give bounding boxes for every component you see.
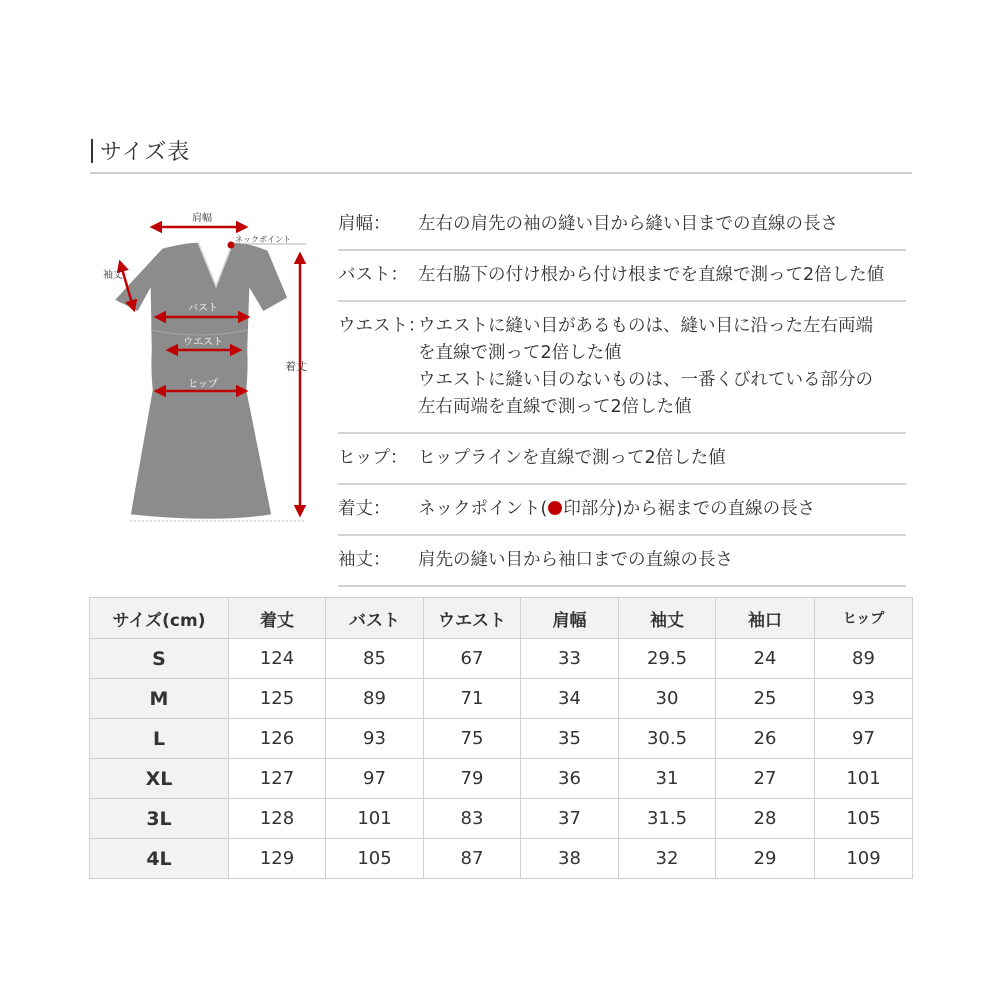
definition-text-pre: ネックポイント( xyxy=(418,499,548,519)
size-label-cell: 4L xyxy=(90,839,229,879)
bust-label: バスト xyxy=(188,303,218,314)
table-row xyxy=(90,719,913,759)
table-cell: 89 xyxy=(815,639,913,679)
column-header: 着丈 xyxy=(229,598,326,639)
column-header: 袖丈 xyxy=(619,598,716,639)
definition-line: ヒップラインを直線で測って2倍した値 xyxy=(418,448,726,468)
table-cell: 29 xyxy=(716,839,815,879)
table-cell: 129 xyxy=(229,839,326,879)
definition-row-waist xyxy=(338,302,906,434)
definition-term: 着丈： xyxy=(338,499,391,519)
page-title xyxy=(90,135,190,166)
definition-term: 肩幅： xyxy=(338,214,391,234)
table-cell: 128 xyxy=(229,799,326,839)
table-cell: 35 xyxy=(521,719,619,759)
table-cell: 101 xyxy=(815,759,913,799)
column-header: サイズ(cm) xyxy=(90,598,229,639)
table-cell: 30 xyxy=(619,679,716,719)
measurement-definitions xyxy=(338,200,906,587)
table-cell: 87 xyxy=(424,839,521,879)
table-cell: 24 xyxy=(716,639,815,679)
size-table xyxy=(89,597,913,879)
neck-point-dot-icon xyxy=(548,501,562,515)
definition-line xyxy=(418,496,906,523)
table-cell: 33 xyxy=(521,639,619,679)
definition-line: を直線で測って2倍した値 xyxy=(418,343,622,363)
size-label-cell: 3L xyxy=(90,799,229,839)
table-cell: 32 xyxy=(619,839,716,879)
table-cell: 26 xyxy=(716,719,815,759)
definition-description xyxy=(418,496,906,523)
definition-line: 左右両端を直線で測って2倍した値 xyxy=(418,397,692,417)
definition-line: 左右脇下の付け根から付け根までを直線で測って2倍した値 xyxy=(418,265,885,285)
definition-term: 袖丈： xyxy=(338,550,391,570)
table-cell: 25 xyxy=(716,679,815,719)
definition-row-length xyxy=(338,485,906,536)
waist-label: ウエスト xyxy=(183,337,223,348)
length-label: 着丈 xyxy=(285,360,307,373)
definition-row-sleeve xyxy=(338,536,906,587)
column-header: ヒップ xyxy=(815,598,913,639)
dress-diagram xyxy=(90,190,330,535)
table-header-row xyxy=(90,598,913,639)
hip-label: ヒップ xyxy=(188,379,218,390)
table-cell: 83 xyxy=(424,799,521,839)
page-title-text: サイズ表 xyxy=(100,140,191,165)
table-cell: 28 xyxy=(716,799,815,839)
neck-point-label: ネックポイント xyxy=(235,235,291,244)
title-divider xyxy=(90,172,912,174)
table-cell: 97 xyxy=(815,719,913,759)
table-cell: 124 xyxy=(229,639,326,679)
table-cell: 105 xyxy=(815,799,913,839)
table-row xyxy=(90,799,913,839)
size-table-body xyxy=(90,639,913,879)
table-cell: 105 xyxy=(326,839,424,879)
definition-row-bust xyxy=(338,251,906,302)
definition-row-shoulder xyxy=(338,200,906,251)
table-cell: 79 xyxy=(424,759,521,799)
table-row xyxy=(90,759,913,799)
table-cell: 93 xyxy=(326,719,424,759)
definition-text-post: 印部分)から裾までの直線の長さ xyxy=(563,499,816,519)
table-cell: 67 xyxy=(424,639,521,679)
sleeve-label: 袖丈 xyxy=(103,270,123,281)
table-cell: 31 xyxy=(619,759,716,799)
table-row xyxy=(90,839,913,879)
table-row xyxy=(90,639,913,679)
definition-term: ウエスト： xyxy=(338,316,426,336)
definition-description xyxy=(418,262,906,289)
column-header: 袖口 xyxy=(716,598,815,639)
size-label-cell: XL xyxy=(90,759,229,799)
definition-line: 左右の肩先の袖の縫い目から縫い目までの直線の長さ xyxy=(418,214,838,234)
table-cell: 93 xyxy=(815,679,913,719)
table-cell: 30.5 xyxy=(619,719,716,759)
table-cell: 29.5 xyxy=(619,639,716,679)
definition-description xyxy=(418,445,906,472)
definition-term: ヒップ： xyxy=(338,448,408,468)
table-cell: 36 xyxy=(521,759,619,799)
definition-row-hip xyxy=(338,434,906,485)
table-cell: 71 xyxy=(424,679,521,719)
column-header: バスト xyxy=(326,598,424,639)
definition-description xyxy=(418,313,906,421)
table-cell: 27 xyxy=(716,759,815,799)
definition-line: 肩先の縫い目から袖口までの直線の長さ xyxy=(418,550,733,570)
definition-description xyxy=(418,547,906,574)
column-header: ウエスト xyxy=(424,598,521,639)
table-cell: 127 xyxy=(229,759,326,799)
shoulder-label: 肩幅 xyxy=(192,213,212,224)
table-cell: 75 xyxy=(424,719,521,759)
table-cell: 109 xyxy=(815,839,913,879)
table-cell: 125 xyxy=(229,679,326,719)
size-label-cell: S xyxy=(90,639,229,679)
table-cell: 31.5 xyxy=(619,799,716,839)
column-header: 肩幅 xyxy=(521,598,619,639)
table-cell: 34 xyxy=(521,679,619,719)
neck-point-dot xyxy=(228,242,235,249)
size-label-cell: L xyxy=(90,719,229,759)
table-cell: 126 xyxy=(229,719,326,759)
table-cell: 97 xyxy=(326,759,424,799)
definition-description xyxy=(418,211,906,238)
table-cell: 85 xyxy=(326,639,424,679)
table-cell: 89 xyxy=(326,679,424,719)
definition-line: ウエストに縫い目があるものは、縫い目に沿った左右両端 xyxy=(418,316,873,336)
definition-term: バスト： xyxy=(338,265,408,285)
table-row xyxy=(90,679,913,719)
table-cell: 101 xyxy=(326,799,424,839)
size-label-cell: M xyxy=(90,679,229,719)
table-cell: 38 xyxy=(521,839,619,879)
definition-line: ウエストに縫い目のないものは、一番くびれている部分の xyxy=(418,370,873,390)
table-cell: 37 xyxy=(521,799,619,839)
